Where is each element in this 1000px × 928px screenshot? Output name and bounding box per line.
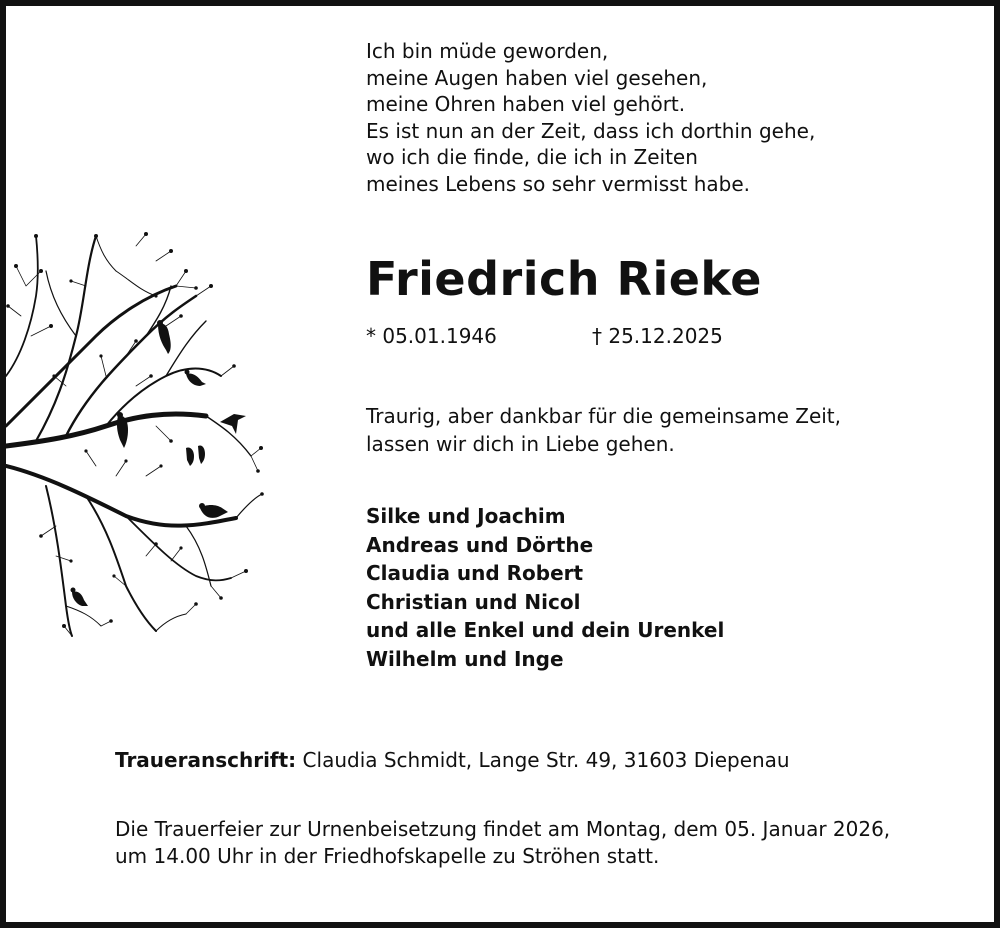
mourner-entry: Wilhelm und Inge — [366, 646, 564, 671]
farewell-line: Traurig, aber dankbar für die gemeinsame Zeit, — [366, 404, 842, 428]
mourners-list — [366, 502, 724, 674]
birth-date: * 05.01.1946 — [366, 324, 497, 348]
mourner-entry: Christian und Nicol — [366, 589, 581, 614]
deceased-name: Friedrich Rieke — [366, 252, 762, 306]
poem-line: meine Ohren haben viel gehört. — [366, 92, 686, 117]
farewell-line: lassen wir dich in Liebe gehen. — [366, 432, 675, 456]
poem-line: Es ist nun an der Zeit, dass ich dorthin gehe, — [366, 118, 816, 143]
ceremony-line: um 14.00 Uhr in der Friedhofskapelle zu Ströhen statt. — [115, 843, 660, 868]
poem — [366, 38, 815, 198]
poem-line: meines Lebens so sehr vermisst habe. — [366, 171, 751, 196]
tree-with-birds-icon — [6, 226, 268, 638]
mourner-entry: und alle Enkel und dein Urenkel — [366, 618, 725, 643]
mourning-address — [115, 748, 790, 772]
mourner-entry: Claudia und Robert — [366, 561, 584, 586]
mourner-entry: Silke und Joachim — [366, 504, 566, 528]
address-label: Traueranschrift: — [115, 748, 297, 772]
ceremony-info — [115, 816, 890, 869]
poem-line: wo ich die finde, die ich in Zeiten — [366, 145, 698, 170]
farewell-text — [366, 402, 841, 458]
poem-line: Ich bin müde geworden, — [366, 39, 609, 63]
ceremony-line: Die Trauerfeier zur Urnenbeisetzung findet am Montag, dem 05. Januar 2026, — [115, 817, 891, 841]
death-date: † 25.12.2025 — [592, 324, 723, 348]
address-text: Claudia Schmidt, Lange Str. 49, 31603 Diepenau — [302, 748, 790, 772]
mourner-entry: Andreas und Dörthe — [366, 532, 594, 557]
poem-line: meine Augen haben viel gesehen, — [366, 65, 708, 90]
